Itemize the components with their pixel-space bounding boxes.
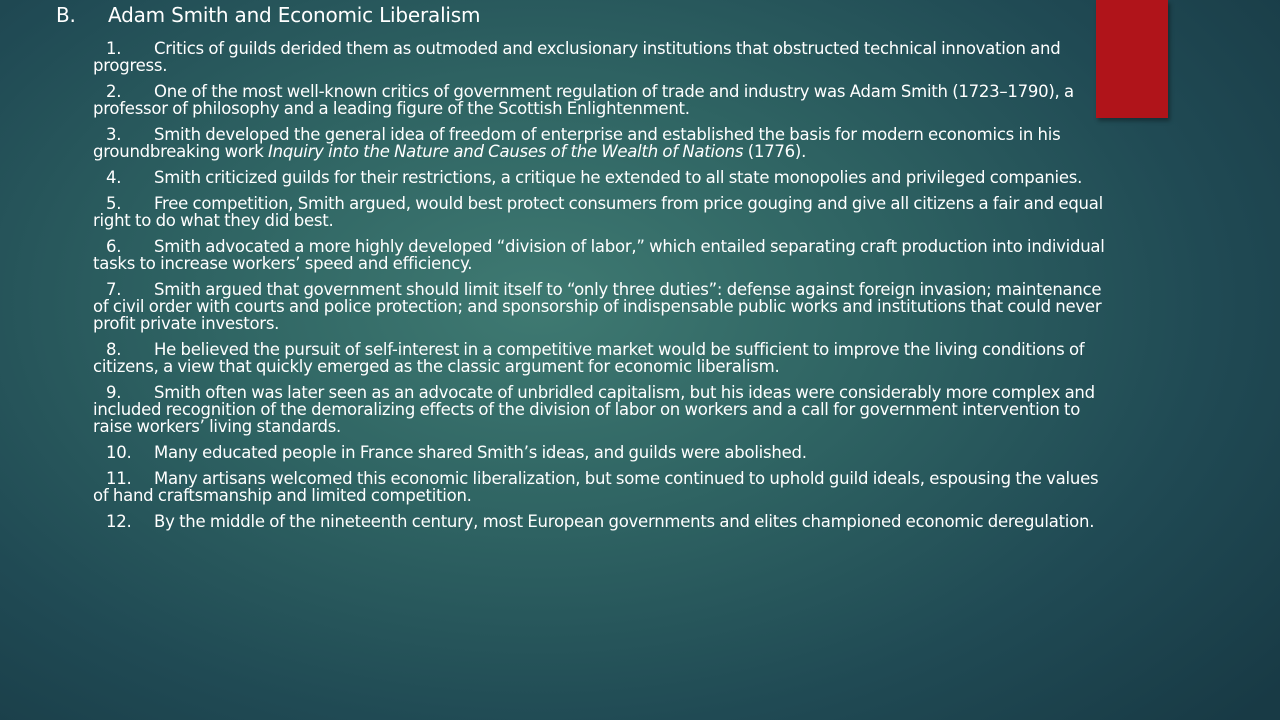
item-number: 11. — [106, 469, 132, 488]
item-text: Many artisans welcomed this economic liberalization, but some continued to uphold guild ideals, espousing the values of hand craftsmanship and limited competition. — [93, 469, 1099, 505]
list-item — [93, 126, 1108, 160]
item-number: 9. — [106, 383, 122, 402]
list-item — [93, 195, 1108, 229]
item-text-end: (1776). — [743, 142, 807, 161]
list-item — [93, 40, 1108, 74]
item-text: Critics of guilds derided them as outmoded and exclusionary institutions that obstructed technical innovation and progress. — [93, 39, 1061, 75]
list-item — [93, 444, 1108, 461]
item-text: Smith advocated a more highly developed “division of labor,” which entailed separating craft production into individual tasks to increase workers’ speed and efficiency. — [93, 237, 1105, 273]
item-number: 5. — [106, 194, 122, 213]
item-number: 12. — [106, 512, 132, 531]
list-item — [93, 281, 1108, 332]
list-item — [93, 470, 1108, 504]
item-text: Smith argued that government should limit itself to “only three duties”: defense against foreign invasion; maintenance of civil order with courts and police protection; and sponsorship of indispensable public works and institutions that could never profit private investors. — [93, 280, 1102, 333]
list-item — [93, 384, 1108, 435]
item-text: Smith often was later seen as an advocate of unbridled capitalism, but his ideas were considerably more complex and included recognition of the demoralizing effects of the division of labor on workers and a call for government intervention to raise workers’ living standards. — [93, 383, 1095, 436]
item-text: Smith developed the general idea of freedom of enterprise and established the basis for modern economics in his groundbreaking work — [93, 125, 1061, 161]
item-text: One of the most well-known critics of government regulation of trade and industry was Adam Smith (1723–1790), a professor of philosophy and a leading figure of the Scottish Enlightenment. — [93, 82, 1074, 118]
item-text: Free competition, Smith argued, would best protect consumers from price gouging and give all citizens a fair and equal right to do what they did best. — [93, 194, 1103, 230]
item-text: Smith criticized guilds for their restrictions, a critique he extended to all state monopolies and privileged companies. — [154, 168, 1083, 187]
item-number: 3. — [106, 125, 122, 144]
list-item — [93, 513, 1108, 530]
item-number: 7. — [106, 280, 122, 299]
section-heading — [56, 3, 480, 27]
item-number: 4. — [106, 168, 122, 187]
section-title: Adam Smith and Economic Liberalism — [108, 3, 481, 27]
list-item — [93, 169, 1108, 186]
book-title: Inquiry into the Nature and Causes of the Wealth of Nations — [268, 142, 744, 161]
point-list — [93, 40, 1108, 539]
item-number: 1. — [106, 39, 122, 58]
list-item — [93, 83, 1108, 117]
list-item — [93, 341, 1108, 375]
item-text: He believed the pursuit of self-interest in a competitive market would be sufficient to improve the living conditions of citizens, a view that quickly emerged as the classic argument for economic liberalism. — [93, 340, 1085, 376]
item-text: By the middle of the nineteenth century, most European governments and elites championed economic deregulation. — [154, 512, 1095, 531]
item-number: 8. — [106, 340, 122, 359]
item-number: 2. — [106, 82, 122, 101]
item-number: 6. — [106, 237, 122, 256]
section-letter: B. — [56, 3, 76, 27]
list-item — [93, 238, 1108, 272]
item-number: 10. — [106, 443, 132, 462]
item-text: Many educated people in France shared Smith’s ideas, and guilds were abolished. — [154, 443, 807, 462]
